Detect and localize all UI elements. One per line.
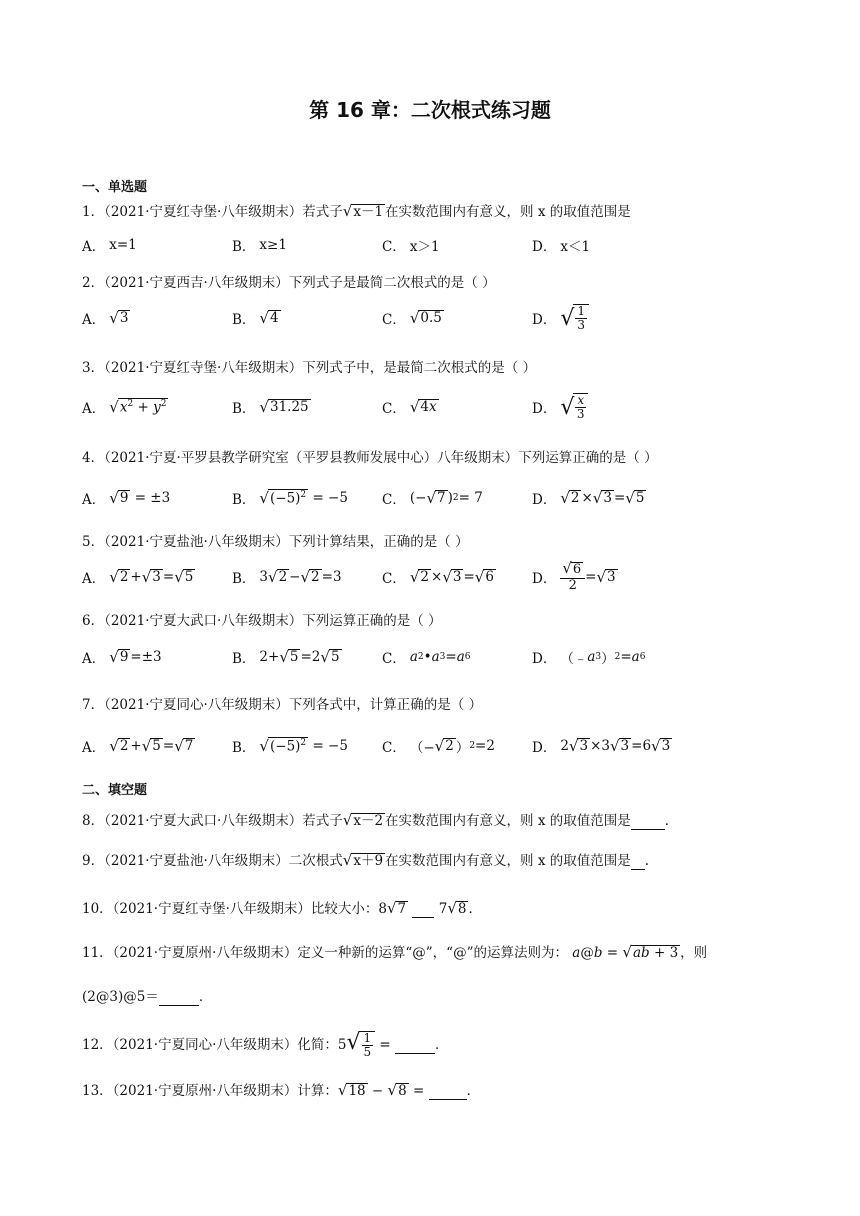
question-3-options (82, 387, 782, 427)
option-a: A． √ $x^2 + y^2$ (82, 398, 167, 417)
question-4: 4．（2021·宁夏·平罗县教学研究室（平罗县教师发展中心）八年级期末）下列运算正确的是（ ） (82, 450, 658, 466)
answer-blank[interactable] (395, 1037, 435, 1054)
question-5: 5．（2021·宁夏盐池·八年级期末）下列计算结果，正确的是（ ） (82, 534, 469, 550)
option-a: A． √ 3 (82, 309, 129, 328)
option-b: B． √ 4 (232, 309, 279, 328)
section-single-choice: 一、单选题 (82, 180, 148, 195)
answer-blank[interactable] (429, 1083, 467, 1100)
section-fill-in: 二、填空题 (82, 783, 148, 798)
option-c: C． √ 0.5 (382, 309, 442, 328)
question-7-options (82, 726, 782, 766)
question-3: 3．（2021·宁夏红寺堡·八年级期末）下列式子中，是最简二次根式的是（ ） (82, 360, 537, 376)
option-a: A． √ 9 =±3 (82, 648, 162, 667)
question-9: 9．（2021·宁夏盐池·八年级期末）二次根式√x＋9 在实数范围内有意义，则 x 的取值范围是 . (82, 851, 650, 869)
option-a: A． x=1 (82, 237, 137, 255)
option-d: D． √ 2 × √ 3 = √ 5 (532, 489, 645, 508)
answer-blank[interactable] (631, 853, 645, 870)
answer-blank[interactable] (412, 901, 434, 918)
question-8: 8．（2021·宁夏大武口·八年级期末）若式子√x－2 在实数范围内有意义，则 x 的取值范围是 ． (82, 811, 679, 829)
option-b: B． 2+ √ 5 =2 √ 5 (232, 648, 340, 667)
question-1: 1．（2021·宁夏红寺堡·八年级期末）若式子√x－1 在实数范围内有意义，则 x 的取值范围是 (82, 202, 631, 220)
option-a: A． √ 2 + √ 5 = √ 7 (82, 737, 194, 756)
question-7: 7．（2021·宁夏同心·八年级期末）下列各式中，计算正确的是（ ） (82, 697, 483, 713)
option-c: C． (− √ 7 ) 2 = 7 (382, 489, 483, 508)
option-c: C． √ 2 × √ 3 = √ 6 (382, 568, 494, 587)
question-6-options (82, 637, 782, 677)
question-2: 2．（2021·宁夏西吉·八年级期末）下列式子是最简二次根式的是（ ） (82, 275, 496, 291)
question-11-line-2: (2@3)@5＝ ． (82, 989, 213, 1005)
option-d: D． （﹣ a 3 ） 2 = a 6 (532, 649, 646, 667)
option-b: B． √ $(-5)^2$ = −5 (232, 489, 348, 508)
option-c: C． x＞1 (382, 239, 440, 255)
option-b: B． x≥1 (232, 237, 287, 255)
option-a: A． √ 9 = ±3 (82, 489, 171, 508)
option-d: D． 2 √ 3 ×3 √ 3 =6 √ 3 (532, 737, 671, 756)
question-10: 10．（2021·宁夏红寺堡·八年级期末）比较大小：8√7 7√8 ． (82, 899, 482, 917)
answer-blank[interactable] (159, 989, 199, 1006)
question-4-options (82, 478, 782, 518)
question-11: 11．（2021·宁夏原州·八年级期末）定义一种新的运算“@”，“@”的运算法则为： a@b = √ab + 3 ，则 (82, 943, 708, 961)
option-d: D． √ $\frac{x}{3}$ (532, 387, 588, 427)
question-2-options (82, 298, 782, 338)
option-b: B． 3 √ 2 − √ 2 =3 (232, 568, 342, 587)
question-13: 13．（2021·宁夏原州·八年级期末）计算：√18 − √8 = ． (82, 1081, 481, 1099)
question-12: 12．（2021·宁夏同心·八年级期末）化简：5√ $\frac{1}{5}$ = ． (82, 1030, 449, 1059)
option-b: B． √ 31.25 (232, 398, 309, 417)
question-5-options (82, 557, 782, 597)
option-a: A． √ 2 + √ 3 = √ 5 (82, 568, 194, 587)
page-title: 第 16 章：二次根式练习题 (309, 98, 551, 122)
option-b: B． √ $(-5)^2$ = −5 (232, 737, 348, 756)
question-6: 6．（2021·宁夏大武口·八年级期末）下列运算正确的是（ ） (82, 613, 442, 629)
option-d: D． $\frac{√6}{2}$ = √ 3 (532, 559, 616, 594)
option-c: C． √ 4x (382, 398, 437, 417)
option-c: C． （− √ 2 ） 2 =2 (382, 737, 495, 756)
option-d: D． √ $\frac{1}{3}$ (532, 298, 589, 338)
option-c: C． a 2 • a 3 = a 6 (382, 649, 471, 667)
option-d: D． x＜1 (532, 239, 591, 255)
answer-blank[interactable] (631, 813, 665, 830)
question-1-options (82, 225, 782, 265)
